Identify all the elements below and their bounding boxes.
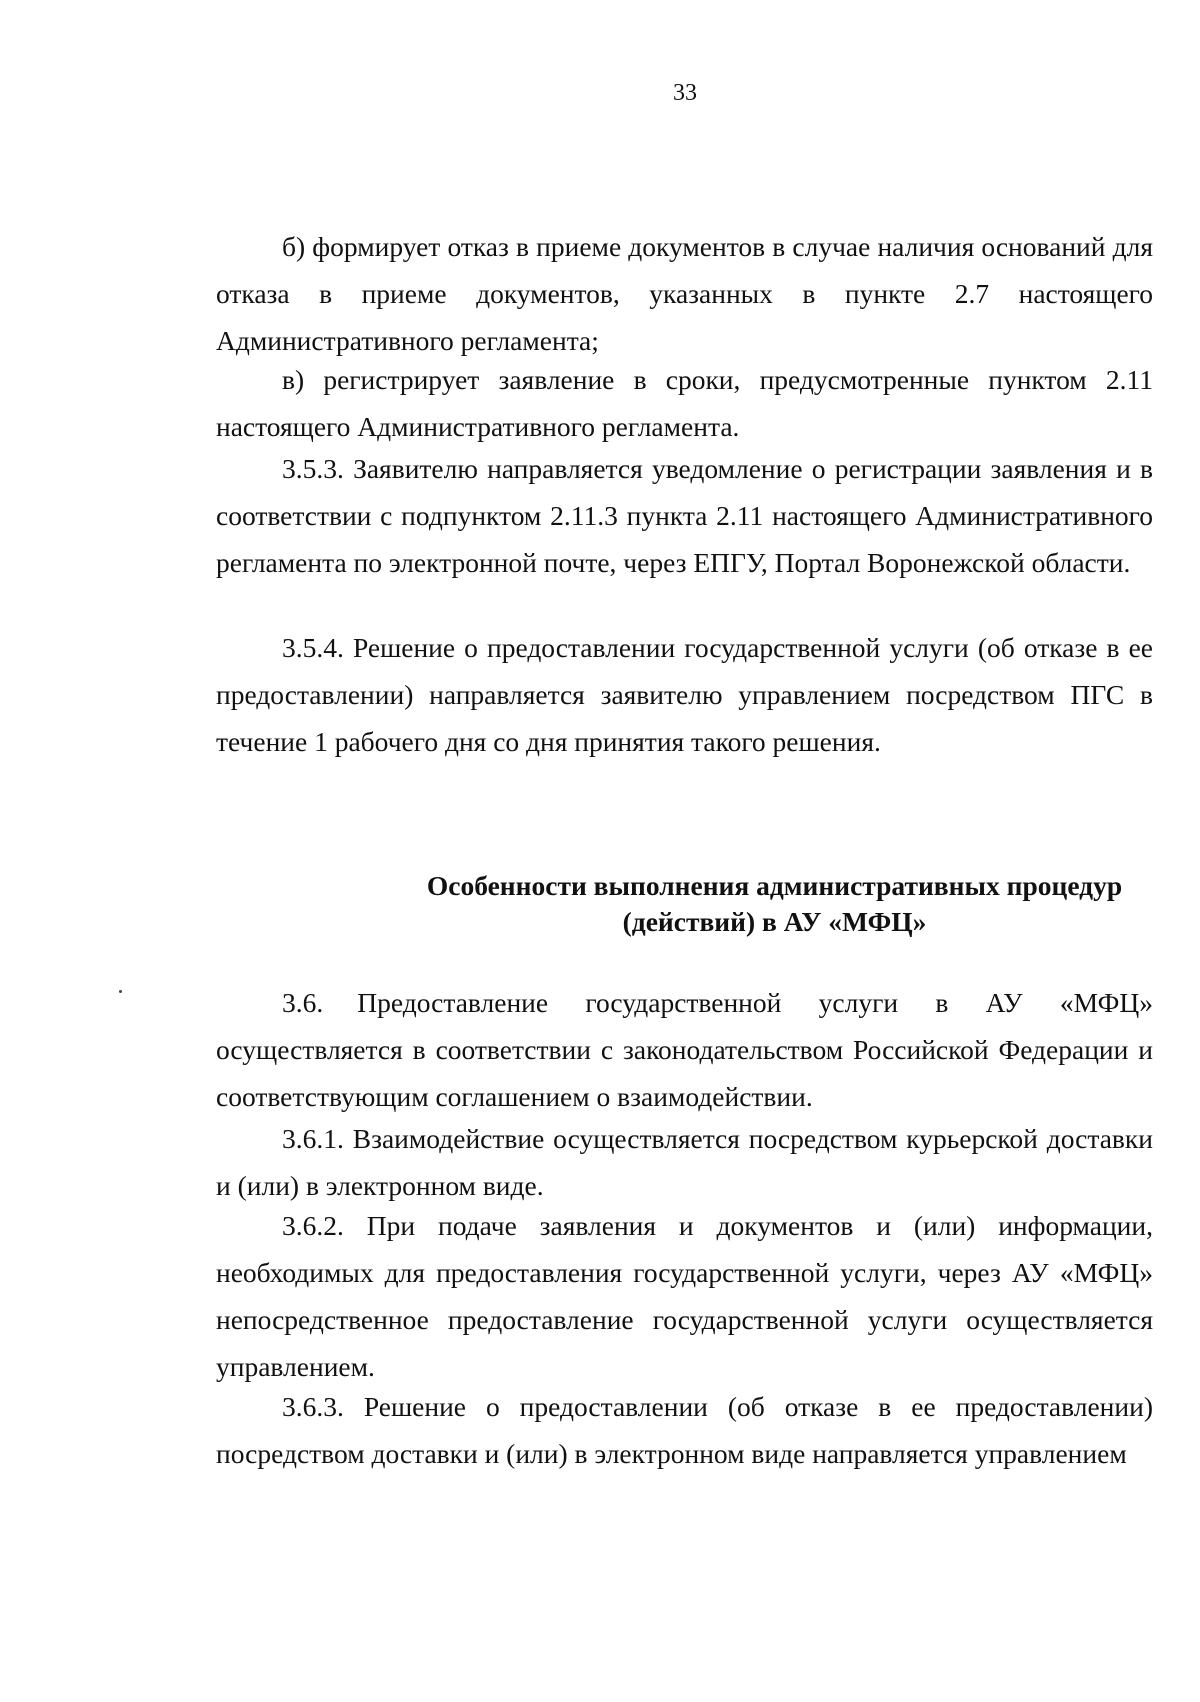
page-number: 33	[673, 80, 697, 106]
paragraph-v: в) регистрирует заявление в сроки, предусмотренные пунктом 2.11 настоящего Административного регламента.	[216, 364, 1153, 442]
paragraph-3-6	[216, 979, 1153, 1120]
paragraph-b: б) формирует отказ в приеме документов в случае наличия оснований для отказа в приеме документов, указанных в пункте 2.7 настоящего Административного регламента;	[216, 231, 1153, 356]
paragraph-3-6-number: 3.6.	[282, 987, 324, 1018]
paragraph-3-6-2: 3.6.2. При подаче заявления и документов и (или) информации, необходимых для предоставления государственной услуги, через АУ «МФЦ» непосредственное предоставление государственной услуги осуществляется управлением.	[216, 1210, 1153, 1382]
section-heading-line-1: Особенности выполнения административных процедур	[426, 870, 1123, 901]
paragraph-3-6-text: Предоставление государственной услуги в АУ «МФЦ» осуществляется в соответствии с законодательством Российской Федерации и соответствующим соглашением о взаимодействии.	[216, 987, 1153, 1112]
paragraph-3-6-3: 3.6.3. Решение о предоставлении (об отказе в ее предоставлении) посредством доставки и (или) в электронном виде направляется управлением	[216, 1391, 1153, 1469]
scan-speck	[119, 990, 122, 993]
section-heading-line-2: (действий) в АУ «МФЦ»	[622, 906, 927, 937]
section-heading	[216, 868, 1153, 940]
paragraph-3-6-1: 3.6.1. Взаимодействие осуществляется посредством курьерской доставки и (или) в электронном виде.	[216, 1123, 1153, 1201]
paragraph-3-5-4: 3.5.4. Решение о предоставлении государственной услуги (об отказе в ее предоставлении) направляется заявителю управлением посредством ПГС в течение 1 рабочего дня со дня принятия такого решения.	[216, 632, 1153, 757]
paragraph-3-5-3: 3.5.3. Заявителю направляется уведомление о регистрации заявления и в соответствии с подпунктом 2.11.3 пункта 2.11 настоящего Административного регламента по электронной почте, через ЕПГУ, Портал Воронежской области.	[216, 453, 1153, 578]
